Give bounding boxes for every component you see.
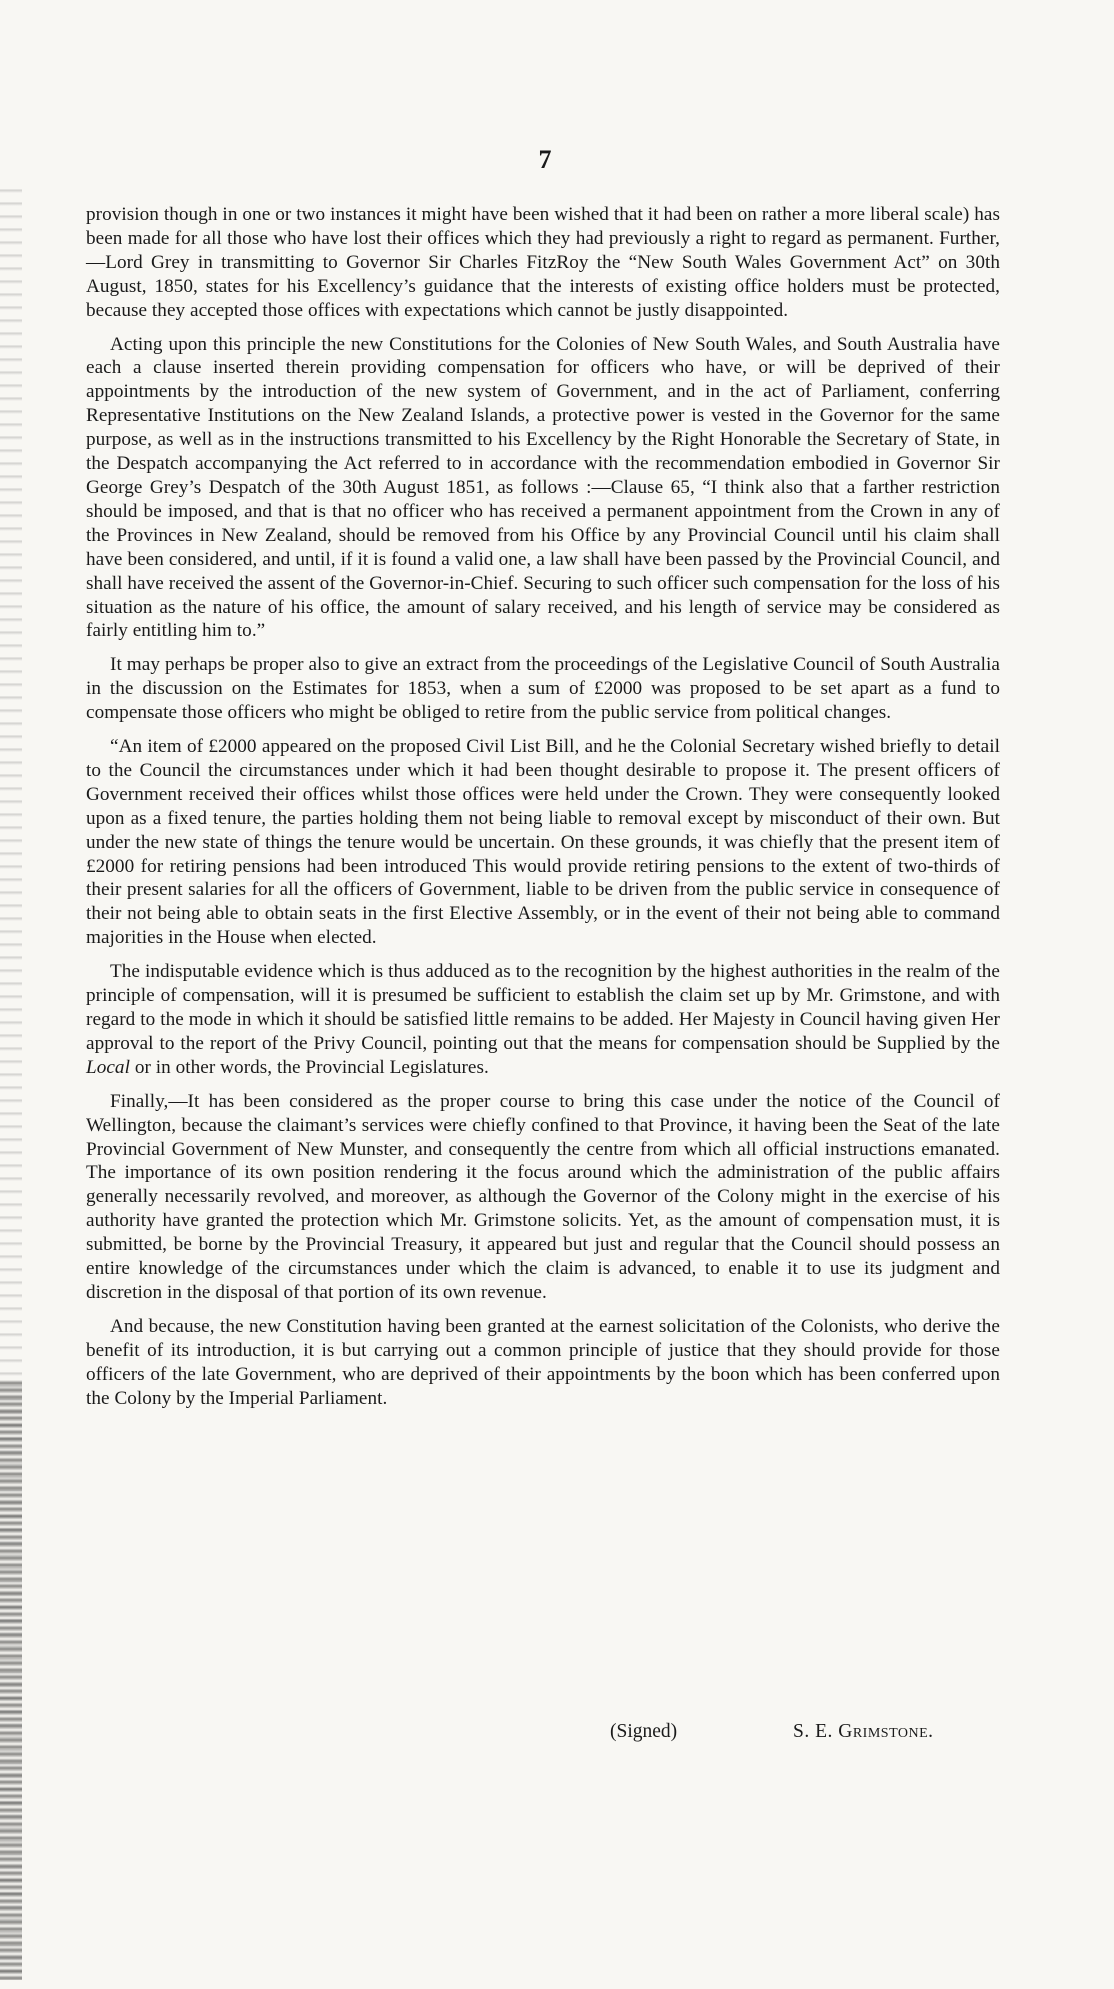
- binding-edge-dark: [0, 1380, 22, 1980]
- body-text: [86, 203, 1000, 1421]
- signature-block: [0, 1721, 1114, 1751]
- signed-label: (Signed): [610, 1721, 678, 1742]
- italic-word-local: Local: [86, 1056, 130, 1078]
- paragraph-indisputable-evidence: [86, 960, 1000, 1080]
- signatory-name: S. E. Grimstone.: [793, 1721, 934, 1742]
- paragraph-finally: Finally,—It has been considered as the proper course to bring this case under the notice of the Council of Wellington, because the claimant’s services were chiefly confined to that Province, it having been the Seat of the late Provincial Government of New Munster, and consequently the centre from which all official instructions emanated. The importance of its own position rendering it the focus around which the administration of the public affairs generally necessarily revolved, and moreover, as although the Governor of the Colony might in the exercise of his authority have granted the protection which Mr. Grimstone solicits. Yet, as the amount of compensation must, it is submitted, be borne by the Provincial Treasury, it appeared but just and regular that the Council should possess an entire knowledge of the circumstances under which the claim is advanced, to enable it to use its judgment and discretion in the disposal of that portion of its own revenue.: [86, 1090, 1000, 1303]
- paragraph-text: The indisputable evidence which is thus adduced as to the recognition by the highest authorities in the realm of the principle of compensation, will it is presumed be sufficient to establish the claim set up by Mr. Grimstone, and with regard to the mode in which it should be satisfied little remains to be added. Her Majesty in Council having given Her approval to the report of the Privy Council, pointing out that the means for compensation should be Supplied by the: [86, 961, 1000, 1054]
- page-number: 7: [538, 145, 552, 174]
- paragraph-quoted-proceedings: “An item of £2000 appeared on the proposed Civil List Bill, and he the Colonial Secretary wished briefly to detail to the Council the circumstances under which it had been thought desirable to propose it. The present officers of Government received their offices whilst those offices were held under the Crown. They were consequently looked upon as a fixed tenure, the parties holding them not being liable to removal except by misconduct of their own. But under the new state of things the tenure would be uncertain. On these grounds, it was chiefly that the present item of £2000 for retiring pensions had been introduced This would provide retiring pensions to the extent of two-thirds of their present salaries for all the officers of Government, liable to be driven from the public service in consequence of their not being able to obtain seats in the first Elective Assembly, or in the event of their not being able to command majorities in the House when elected.: [86, 736, 1000, 949]
- paragraph-constitutions: Acting upon this principle the new Constitutions for the Colonies of New South Wales, and South Australia have each a clause inserted therein providing compensation for officers who have, or will be deprived of their appointments by the introduction of the new system of Government, and in the act of Parliament, conferring Representative Institutions on the New Zealand Islands, a protective power is vested in the Governor for the same purpose, as well as in the instructions transmitted to his Excellency by the Right Honorable the Secretary of State, in the Despatch accompanying the Act referred to in accordance with the recommendation embodied in Governor Sir George Grey’s Despatch of the 30th August 1851, as follows :—Clause 65, “I think also that a farther restriction should be imposed, and that is that no officer who has received a permanent appointment from the Crown in any of the Provinces in New Zealand, should be removed from his Office by any Provincial Council until his claim shall have been considered, and until, if it is found a valid one, a law shall have been passed by the Provincial Council, and shall have received the assent of the Governor-in-Chief. Securing to such officer such compensation for the loss of his situation as the nature of his office, the amount of salary received, and his length of service may be considered as fairly entitling him to.”: [86, 333, 1000, 642]
- paragraph-and-because: And because, the new Constitution having been granted at the earnest solicitation of the Colonists, who derive the benefit of its introduction, it is but carrying out a common principle of justice that they should provide for those officers of the late Government, who are deprived of their appointments by the boon which has been conferred upon the Colony by the Imperial Parliament.: [86, 1315, 1000, 1409]
- paragraph-text: or in other words, the Provincial Legislatures.: [129, 1056, 489, 1078]
- paragraph-south-australia-extract: It may perhaps be proper also to give an extract from the proceedings of the Legislative Council of South Australia in the discussion on the Estimates for 1853, when a sum of £2000 was proposed to be set apart as a fund to compensate those officers who might be obliged to retire from the public service from political changes.: [86, 654, 1000, 724]
- paragraph-continuation: provision though in one or two instances it might have been wished that it had been on rather a more liberal scale) has been made for all those who have lost their offices which they had previously a right to regard as permanent. Further,—Lord Grey in transmitting to Governor Sir Charles FitzRoy the “New South Wales Government Act” on 30th August, 1850, states for his Excellency’s guidance that the interests of existing office holders must be protected, because they accepted those offices with expectations which cannot be justly disappointed.: [86, 204, 1000, 321]
